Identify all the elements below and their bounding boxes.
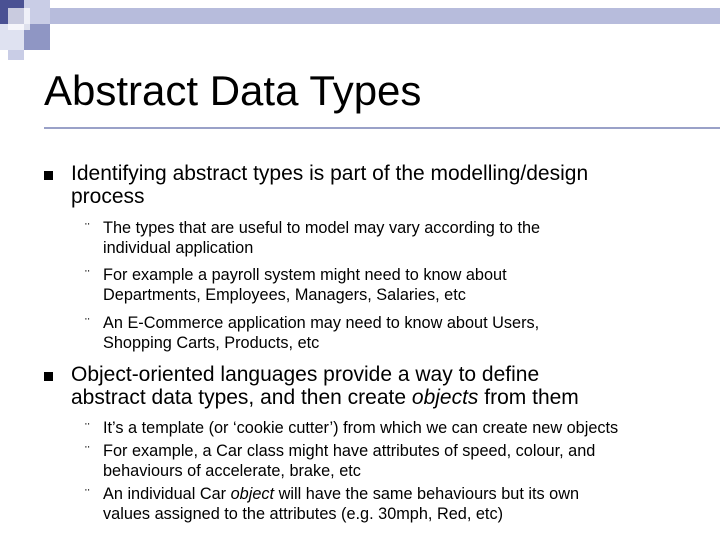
slide-title: Abstract Data Types <box>44 67 422 114</box>
bullet-2-text <box>71 363 711 409</box>
header-decoration <box>0 0 720 60</box>
bullet-1-line-2: process <box>71 185 145 208</box>
sub-line: An E-Commerce application may need to know about Users, <box>103 314 540 332</box>
bullet-2-text-emphasis: objects <box>411 386 479 409</box>
bullet-square-icon <box>44 372 53 381</box>
bullet-2-line-2 <box>71 386 711 409</box>
title-divider <box>44 127 720 129</box>
checkbox-bullet-icon: ¨ <box>85 443 90 459</box>
checkbox-bullet-icon: ¨ <box>85 267 90 283</box>
bullet-1-line-1: Identifying abstract types is part of the modelling/design <box>71 162 589 185</box>
sub-line <box>103 484 708 504</box>
sub-line: It’s a template (or ‘cookie cutter’) from which we can create new objects <box>103 419 619 437</box>
checkbox-bullet-icon: ¨ <box>85 220 90 236</box>
sub-bullet-2-3 <box>103 484 708 524</box>
bullet-2-text-pre: abstract data types, and then create <box>71 386 412 409</box>
sub-line: Shopping Carts, Products, etc <box>103 334 320 352</box>
bullet-1-text <box>71 162 711 208</box>
sub-line: behaviours of accelerate, brake, etc <box>103 462 361 480</box>
sub-line: For example a payroll system might need to know about <box>103 266 507 284</box>
bullet-2-text-post: from them <box>478 386 579 409</box>
sub-bullet-2-1 <box>103 418 708 438</box>
sub-text-emphasis: object <box>230 485 275 503</box>
sub-bullet-1-3 <box>103 313 708 353</box>
bullet-square-icon <box>44 171 53 180</box>
sub-line: For example, a Car class might have attributes of speed, colour, and <box>103 442 596 460</box>
sub-bullet-1-2 <box>103 265 708 305</box>
checkbox-bullet-icon: ¨ <box>85 486 90 502</box>
sub-line: values assigned to the attributes (e.g. 30mph, Red, etc) <box>103 505 504 523</box>
sub-line: The types that are useful to model may vary according to the <box>103 219 541 237</box>
checkbox-bullet-icon: ¨ <box>85 420 90 436</box>
sub-line: Departments, Employees, Managers, Salaries, etc <box>103 286 466 304</box>
sub-text-pre: An individual Car <box>103 485 231 503</box>
sub-text-post: will have the same behaviours but its own <box>274 485 580 503</box>
sub-bullet-1-1 <box>103 218 708 258</box>
sub-bullet-2-2 <box>103 441 708 481</box>
bullet-2-line-1: Object-oriented languages provide a way to define <box>71 363 540 386</box>
sub-line: individual application <box>103 239 254 257</box>
checkbox-bullet-icon: ¨ <box>85 315 90 331</box>
